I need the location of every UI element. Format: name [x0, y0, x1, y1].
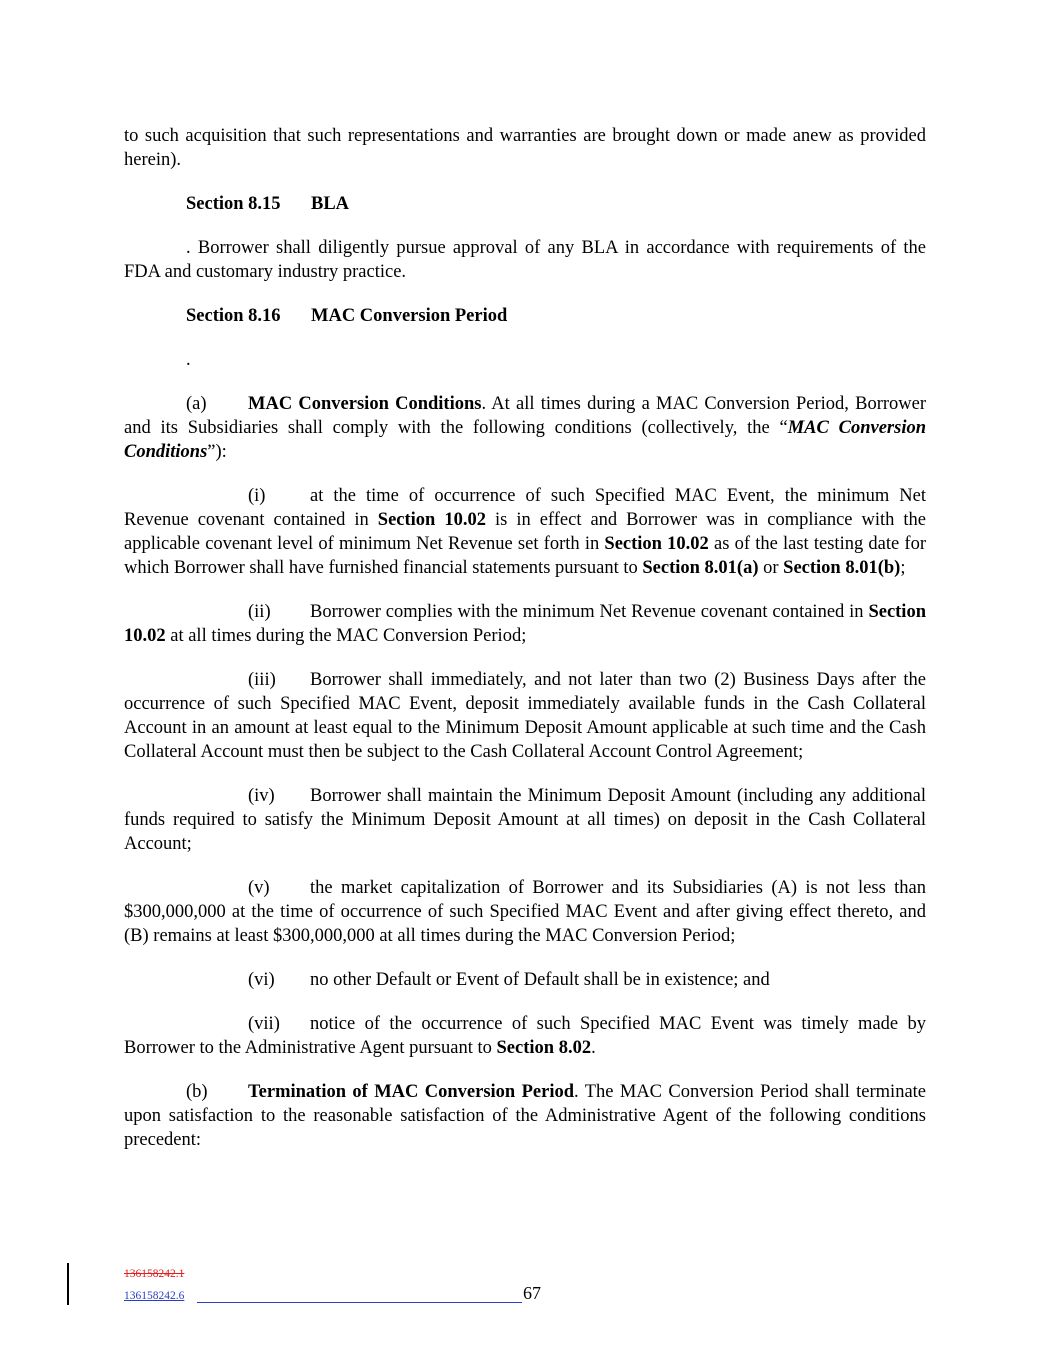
section-8-16-heading: [124, 304, 926, 328]
section-reference: Section 8.01(b): [783, 558, 901, 578]
item-iv: (iv) Borrower shall maintain the Minimum Deposit Amount (including any additional funds required to satisfy the Minimum Deposit Amount at all times) on deposit in the Cash Collateral Account;: [124, 786, 926, 854]
section-number: Section 8.15: [186, 194, 281, 214]
section-reference: Section 10.02: [124, 602, 926, 646]
paragraph-heading: Termination of MAC Conversion Period: [248, 1082, 575, 1102]
section-reference: Section 8.01(a): [642, 558, 759, 578]
section-8-15-body: . Borrower shall diligently pursue approval of any BLA in accordance with requirements of the FDA and customary industry practice.: [124, 238, 926, 282]
section-reference: Section 10.02: [377, 510, 486, 530]
defined-term: MAC Conversion Conditions: [124, 418, 926, 462]
item-ii: (ii) Borrower complies with the minimum Net Revenue covenant contained in Section 10.02 at all times during the MAC Conversion Period;: [124, 602, 926, 646]
item-label: (i): [248, 486, 266, 506]
paragraph-b: (b) Termination of MAC Conversion Period. The MAC Conversion Period shall terminate upon satisfaction to the reasonable satisfaction of the Administrative Agent of the following conditions precedent:: [124, 1082, 926, 1150]
deleted-document-id: 136158242.1: [124, 1268, 185, 1280]
inserted-document-id: 136158242.6: [124, 1290, 185, 1302]
item-v: (v) the market capitalization of Borrower and its Subsidiaries (A) is not less than $300,000,000 at the time of occurrence of such Specified MAC Event and after giving effect thereto, and (B) remains at least $300,000,000 at all times during the MAC Conversion Period;: [124, 878, 926, 946]
section-reference: Section 10.02: [604, 534, 709, 554]
paragraph-label: (b): [186, 1082, 208, 1102]
paragraph-label: (a): [186, 394, 207, 414]
item-vi: (vi) no other Default or Event of Default shall be in existence; and: [248, 970, 770, 990]
section-8-16-dot: .: [186, 350, 191, 370]
item-label: (vi): [248, 970, 275, 990]
section-number: Section 8.16: [186, 306, 281, 326]
item-i: (i) at the time of occurrence of such Specified MAC Event, the minimum Net Revenue covenant contained in Section 10.02 is in effect and Borrower was in compliance with the applicable covenant level of minimum Net Revenue set forth in Section 10.02 as of the last testing date for which Borrower shall have furnished financial statements pursuant to Section 8.01(a) or Section 8.01(b);: [124, 486, 926, 578]
item-label: (iii): [248, 670, 276, 690]
footer: [124, 1267, 544, 1304]
item-iii: (iii) Borrower shall immediately, and not later than two (2) Business Days after the occurrence of such Specified MAC Event, deposit immediately available funds in the Cash Collateral Account in an amount at least equal to the Minimum Deposit Amount applicable at such time and the Cash Collateral Account must then be subject to the Cash Collateral Account Control Agreement;: [124, 670, 926, 762]
item-label: (iv): [248, 786, 275, 806]
section-8-15-heading: [124, 192, 926, 216]
item-vii: (vii) notice of the occurrence of such Specified MAC Event was timely made by Borrower to the Administrative Agent pursuant to Section 8.02.: [124, 1014, 926, 1058]
page-number: 67: [523, 1283, 541, 1303]
section-title: BLA: [311, 194, 350, 214]
section-title: MAC Conversion Period: [311, 306, 508, 326]
section-reference: Section 8.02: [496, 1038, 592, 1058]
continuation-paragraph: to such acquisition that such representations and warranties are brought down or made anew as provided herein).: [124, 126, 926, 170]
item-label: (v): [248, 878, 270, 898]
document-page: [124, 124, 926, 1172]
item-label: (vii): [248, 1014, 280, 1034]
paragraph-a: (a) MAC Conversion Conditions. At all times during a MAC Conversion Period, Borrower and its Subsidiaries shall comply with the following conditions (collectively, the “MAC Conversion Conditions”):: [124, 394, 926, 462]
paragraph-heading: MAC Conversion Conditions: [248, 394, 482, 414]
revision-change-bar: [67, 1263, 69, 1305]
item-label: (ii): [248, 602, 271, 622]
inserted-underline: [197, 1302, 522, 1303]
